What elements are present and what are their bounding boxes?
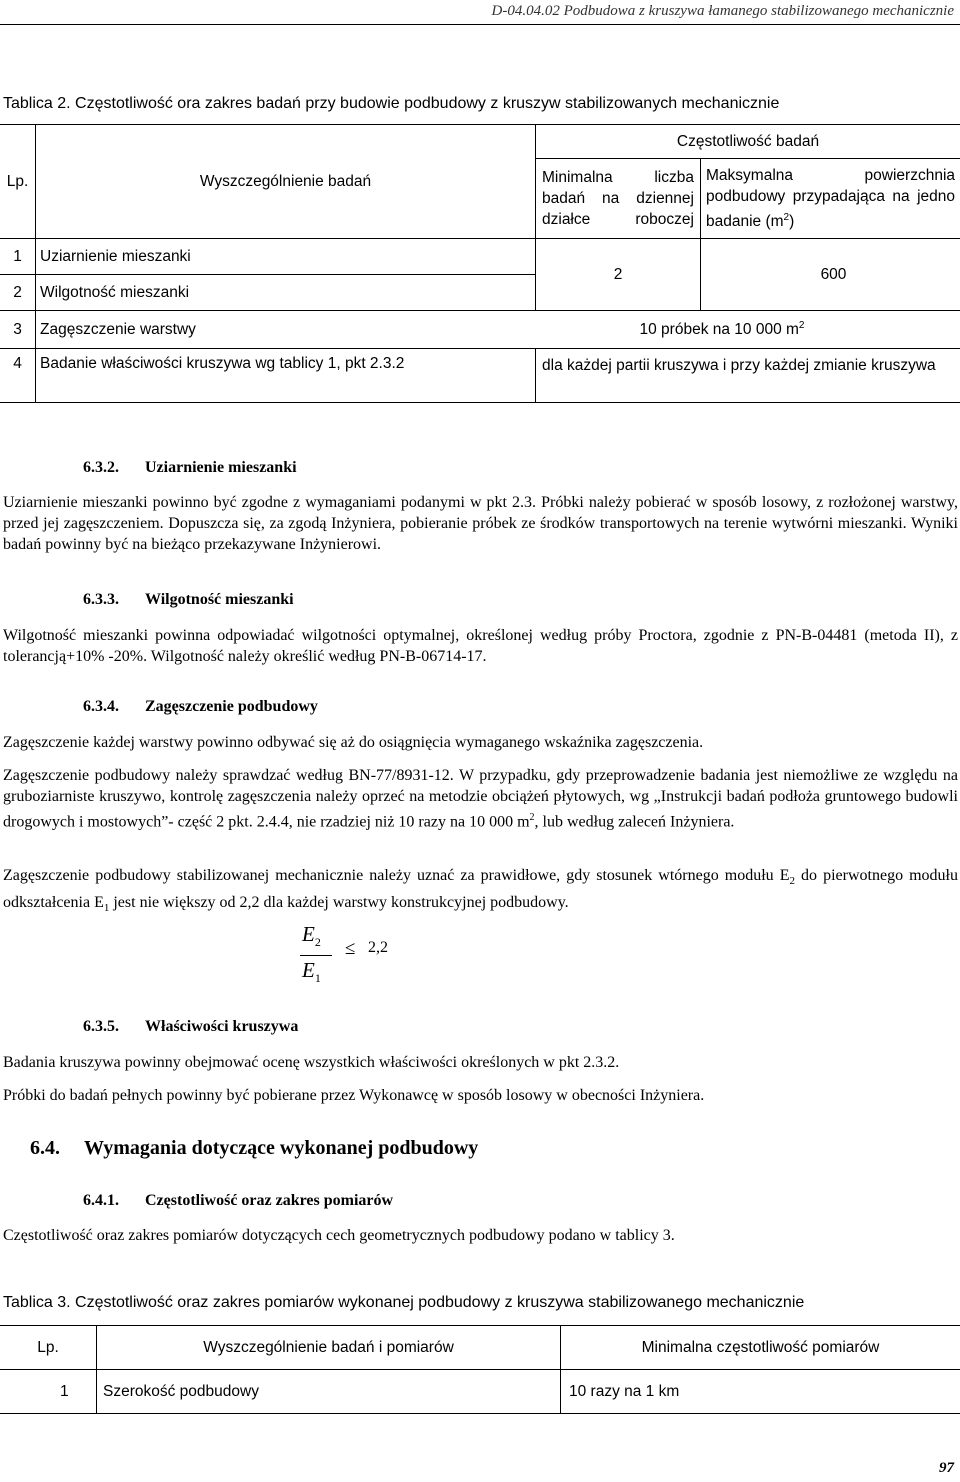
row-lp: 2	[0, 275, 36, 311]
section-633-body: Wilgotność mieszanki powinna odpowiadać wilgotności optymalnej, określonej według próby Proctora, zgodnie z PN-B-04481 (metoda II), z tolerancją+10% -20%. Wilgotność należy określić według PN-B-06714-17.	[3, 627, 958, 665]
table2-col-lp: Lp.	[0, 125, 36, 239]
table2-header-row-1	[0, 125, 960, 159]
row-name: Uziarnienie mieszanki	[36, 239, 536, 275]
row4-value: dla każdej partii kruszywa i przy każdej zmianie kruszywa	[536, 349, 960, 403]
row-freq: 10 razy na 1 km	[561, 1370, 960, 1414]
running-header: D-04.04.02 Podbudowa z kruszywa łamanego stabilizowanego mechanicznie	[491, 3, 954, 19]
section-635-p1: Badania kruszywa powinny obejmować ocenę wszystkich właściwości określonych w pkt 2.3.2.	[3, 1054, 620, 1071]
row-name: Szerokość podbudowy	[97, 1370, 561, 1414]
formula-denominator: $E_1$	[302, 958, 321, 986]
table2-col-freq: Częstotliwość badań	[536, 125, 960, 159]
row-lp: 1	[0, 1370, 97, 1414]
table2	[0, 124, 960, 403]
formula-rhs: 2,2	[368, 939, 388, 956]
table-row	[0, 311, 960, 349]
row-lp: 4	[0, 349, 36, 403]
table3-caption: Tablica 3. Częstotliwość oraz zakres pomiarów wykonanej podbudowy z kruszywa stabilizowanego mechanicznie	[3, 1294, 805, 1311]
table3-header-row	[0, 1326, 960, 1370]
row-name: Badanie właściwości kruszywa wg tablicy 1, pkt 2.3.2	[36, 349, 536, 403]
table3-col-desc: Wyszczególnienie badań i pomiarów	[97, 1326, 561, 1370]
section-633-heading: 6.3.3. Wilgotność mieszanki	[83, 591, 294, 608]
row-lp: 1	[0, 239, 36, 275]
section-641-body: Częstotliwość oraz zakres pomiarów dotyczących cech geometrycznych podbudowy podano w tablicy 3.	[3, 1227, 675, 1244]
formula-e2-over-e1	[300, 922, 410, 988]
formula-numerator: $E_2$	[302, 922, 321, 950]
section-635-heading: 6.3.5. Właściwości kruszywa	[83, 1018, 299, 1035]
table2-caption: Tablica 2. Częstotliwość ora zakres badań przy budowie podbudowy z kruszyw stabilizowanych mechanicznie	[3, 95, 780, 112]
row-lp: 3	[0, 311, 36, 349]
table2-col-desc: Wyszczególnienie badań	[36, 125, 536, 239]
less-or-equal-sign: ≤	[345, 938, 356, 959]
table-row	[0, 239, 960, 275]
section-635-p2: Próbki do badań pełnych powinny być pobierane przez Wykonawcę w sposób losowy w obecności Inżyniera.	[3, 1087, 705, 1104]
section-632-heading: 6.3.2. Uziarnienie mieszanki	[83, 459, 297, 476]
header-rule	[0, 24, 960, 25]
fraction-bar	[300, 955, 332, 956]
section-634-p3: Zagęszczenie podbudowy stabilizowanej mechanicznie należy uznać za prawidłowe, gdy stosunek wtórnego modułu $E_2$ do pierwotnego modułu odkształcenia $E_1$ jest nie większy od 2,2 dla każdej warstwy konstrukcyjnej podbudowy.	[3, 867, 959, 915]
section-641-heading: 6.4.1. Częstotliwość oraz zakres pomiarów	[83, 1192, 394, 1209]
page-number: 97	[939, 1460, 954, 1476]
section-634-p2: Zagęszczenie podbudowy należy sprawdzać według BN-77/8931-12. W przypadku, gdy przeprowadzenie badania jest niemożliwe ze względu na gruboziarniste kruszywo, kontrolę zagęszczenia należy oprzeć na metodzie obciążeń płytowych, wg „Instrukcji badań podłoża gruntowego budowli drogowych i mostowych”- część 2 pkt. 2.4.4, nie rzadziej niż 10 razy na 10 000 $m^2$, lub według zaleceń Inżyniera.	[3, 767, 958, 831]
table-row	[0, 1370, 960, 1414]
section-634-heading: 6.3.4. Zagęszczenie podbudowy	[83, 698, 318, 715]
table2-col-min: Minimalna liczba badań na dziennej działce roboczej	[536, 159, 701, 239]
table-row	[0, 349, 960, 403]
table3	[0, 1325, 960, 1414]
section-634-p1: Zagęszczenie każdej warstwy powinno odbywać się aż do osiągnięcia wymaganego wskaźnika zagęszczenia.	[3, 734, 704, 751]
section-632-body: Uziarnienie mieszanki powinno być zgodne z wymaganiami podanymi w pkt 2.3. Próbki należy pobierać w sposób losowy, z rozłożonej warstwy, przed jej zagęszczeniem. Dopuszcza się, za zgodą Inżyniera, pobieranie próbek ze środków transportowych na terenie wytwórni mieszanki. Wyniki badań powinny być na bieżąco przekazywane Inżynierowi.	[3, 494, 958, 553]
rows12-min-value: 2	[536, 239, 701, 311]
table3-col-lp: Lp.	[0, 1326, 97, 1370]
table3-col-freq: Minimalna częstotliwość pomiarów	[561, 1326, 960, 1370]
table2-col-max: Maksymalna powierzchnia podbudowy przypadająca na jedno badanie $(m^2)$	[701, 159, 960, 239]
row-name: Wilgotność mieszanki	[36, 275, 536, 311]
row-name: Zagęszczenie warstwy	[36, 311, 536, 349]
rows12-max-value: 600	[701, 239, 960, 311]
row3-value: 10 próbek na 10 000 $m^2$	[536, 311, 960, 349]
section-64-heading: 6.4. Wymagania dotyczące wykonanej podbudowy	[30, 1137, 479, 1159]
